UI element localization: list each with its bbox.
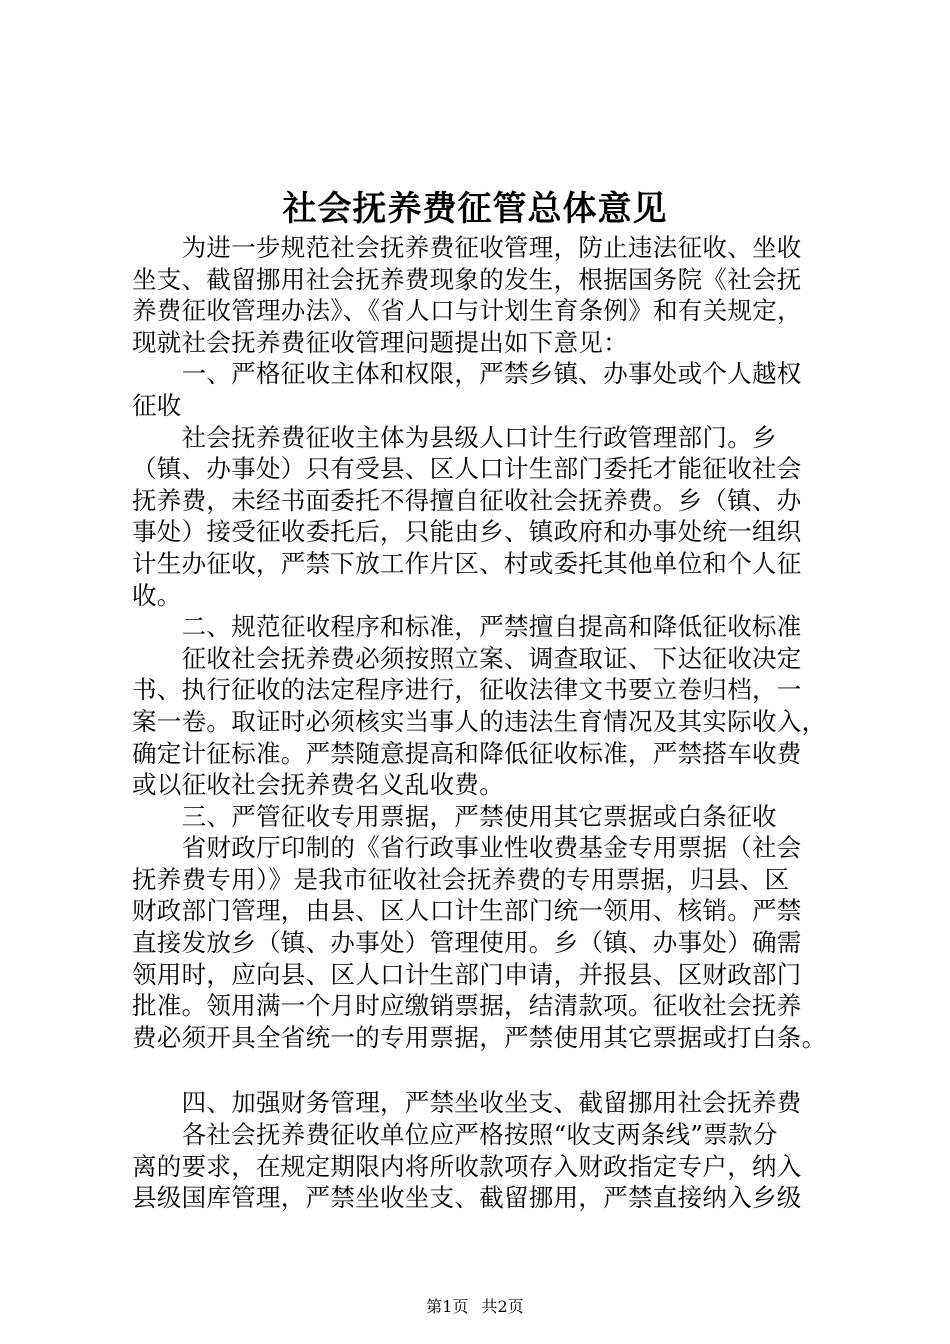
body-line: 省财政厅印制的《省行政事业性收费基金专用票据（社会 — [132, 833, 802, 863]
page-footer — [0, 1296, 950, 1318]
body-line: 财政部门管理，由县、区人口计生部门统一领用、核销。严禁 — [132, 896, 802, 926]
section-heading: 二、规范征收程序和标准，严禁擅自提高和降低征收标准 — [132, 612, 802, 642]
section-heading: 征收 — [132, 390, 182, 420]
body-line: 费必须开具全省统一的专用票据，严禁使用其它票据或打白条。 — [132, 1022, 827, 1052]
body-line: 县级国库管理，严禁坐收坐支、截留挪用，严禁直接纳入乡级 — [132, 1183, 802, 1213]
body-line: 直接发放乡（镇、办事处）管理使用。乡（镇、办事处）确需 — [132, 928, 802, 958]
body-line: （镇、办事处）只有受县、区人口计生部门委托才能征收社会 — [132, 454, 802, 484]
body-line: 为进一步规范社会抚养费征收管理，防止违法征收、坐收 — [132, 233, 802, 262]
section-heading: 四、加强财务管理，严禁坐收坐支、截留挪用社会抚养费 — [132, 1088, 802, 1118]
body-line: 计生办征收，严禁下放工作片区、村或委托其他单位和个人征 — [132, 548, 802, 578]
body-line: 现就社会抚养费征收管理问题提出如下意见： — [132, 327, 628, 357]
body-line: 收。 — [132, 580, 182, 610]
body-line: 抚养费专用）》是我市征收社会抚养费的专用票据，归县、区 — [132, 864, 790, 894]
document-title: 社会抚养费征管总体意见 — [282, 189, 668, 229]
body-line: 征收社会抚养费必须按照立案、调查取证、下达征收决定 — [132, 643, 802, 673]
body-line: 案一卷。取证时必须核实当事人的违法生育情况及其实际收入， — [132, 706, 827, 736]
body-line: 批准。领用满一个月时应缴销票据，结清款项。征收社会抚养 — [132, 991, 802, 1021]
body-line: 确定计征标准。严禁随意提高和降低征收标准，严禁搭车收费 — [132, 738, 802, 768]
body-line: 社会抚养费征收主体为县级人口计生行政管理部门。乡 — [132, 422, 777, 452]
page-total: 共2页 — [481, 1297, 524, 1316]
section-heading: 三、严管征收专用票据，严禁使用其它票据或白条征收 — [132, 801, 777, 831]
body-line: 养费征收管理办法》、《省人口与计划生育条例》和有关规定， — [132, 296, 802, 326]
body-line: 各社会抚养费征收单位应严格按照“收支两条线”票款分 — [132, 1120, 778, 1150]
body-line: 抚养费，未经书面委托不得擅自征收社会抚养费。乡（镇、办 — [132, 485, 802, 515]
body-line: 事处）接受征收委托后，只能由乡、镇政府和办事处统一组织 — [132, 517, 802, 547]
body-line: 坐支、截留挪用社会抚养费现象的发生，根据国务院《社会抚 — [132, 264, 802, 294]
page-number: 第1页 — [426, 1297, 469, 1316]
body-line: 离的要求，在规定期限内将所收款项存入财政指定专户，纳入 — [132, 1151, 802, 1181]
section-heading: 一、严格征收主体和权限，严禁乡镇、办事处或个人越权 — [132, 359, 802, 389]
body-line: 领用时，应向县、区人口计生部门申请，并报县、区财政部门 — [132, 959, 802, 989]
body-line: 或以征收社会抚养费名义乱收费。 — [132, 770, 504, 800]
document-body — [132, 232, 844, 1214]
body-line: 书、执行征收的法定程序进行，征收法律文书要立卷归档，一 — [132, 675, 802, 705]
